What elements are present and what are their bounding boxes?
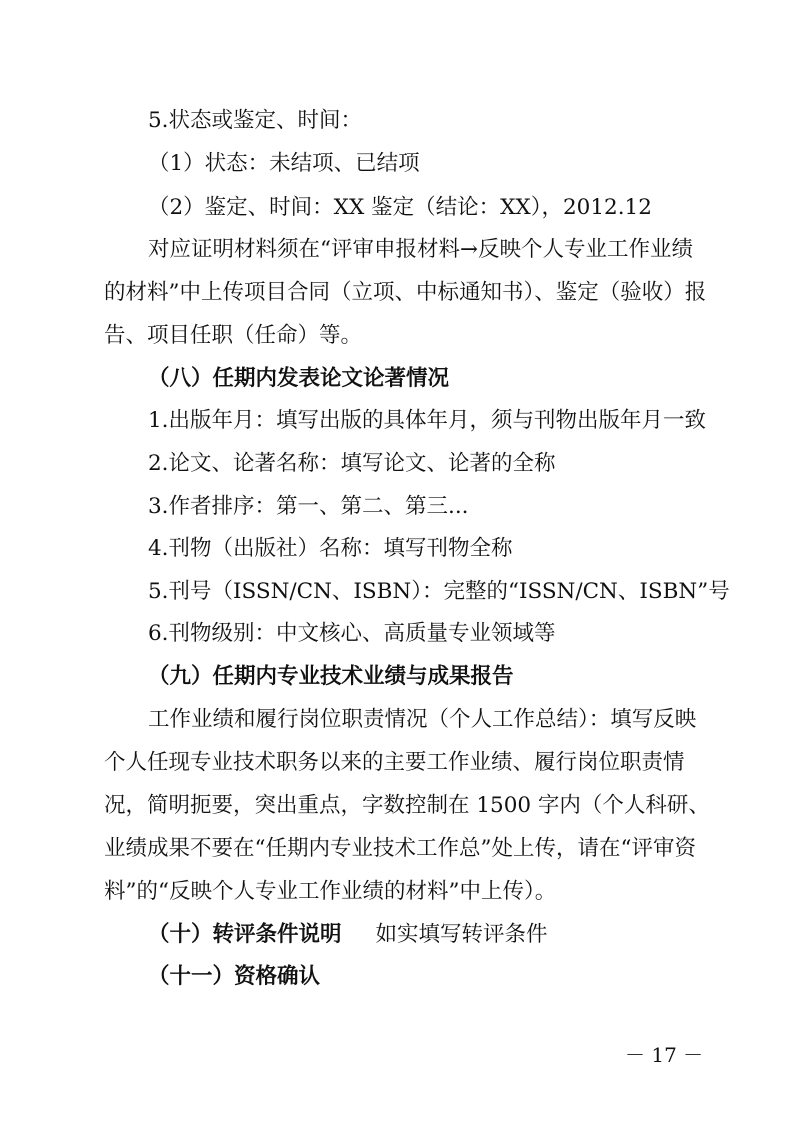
section-5-title: 5.状态或鉴定、时间：	[148, 108, 363, 133]
section-8-item: 6.刊物级别：中文核心、高质量专业领域等	[148, 621, 556, 646]
section-5-paragraph-line: 告、项目任职（任命）等。	[104, 323, 363, 348]
section-8-item: 2.论文、论著名称：填写论文、论著的全称	[148, 451, 556, 476]
section-9-paragraph-line: 况，简明扼要，突出重点，字数控制在 1500 字内（个人科研、	[104, 793, 710, 818]
section-5-paragraph-line: 对应证明材料须在“评审申报材料→反映个人专业工作业绩	[148, 237, 694, 262]
section-5-item-1: （1）状态：未结项、已结项	[148, 151, 420, 176]
heading-section-9: （九）任期内专业技术业绩与成果报告	[148, 664, 514, 689]
section-8-item: 3.作者排序：第一、第二、第三...	[148, 494, 469, 519]
section-9-paragraph-line: 料”的“反映个人专业工作业绩的材料”中上传）。	[104, 879, 557, 904]
section-9-paragraph-line: 业绩成果不要在“任期内专业技术工作总”处上传，请在“评审资	[104, 836, 696, 861]
page-number: － 17 －	[625, 1043, 704, 1067]
heading-section-10: （十）转评条件说明	[148, 922, 342, 947]
section-9-paragraph-line: 工作业绩和履行岗位职责情况（个人工作总结）：填写反映	[148, 707, 697, 732]
section-5-paragraph-line: 的材料”中上传项目合同（立项、中标通知书）、鉴定（验收）报	[104, 280, 707, 305]
section-8-item: 1.出版年月：填写出版的具体年月，须与刊物出版年月一致	[148, 408, 707, 433]
section-10-line	[148, 920, 793, 950]
heading-section-11: （十一）资格确认	[148, 964, 321, 989]
section-5-item-2: （2）鉴定、时间：XX 鉴定（结论：XX），2012.12	[148, 195, 652, 220]
section-8-item: 4.刊物（出版社）名称：填写刊物全称	[148, 536, 513, 561]
heading-section-8: （八）任期内发表论文论著情况	[148, 366, 450, 391]
section-8-item: 5.刊号（ISSN/CN、ISBN）：完整的“ISSN/CN、ISBN”号	[148, 579, 730, 604]
section-10-text: 如实填写转评条件	[375, 922, 548, 947]
section-9-paragraph-line: 个人任现专业技术职务以来的主要工作业绩、履行岗位职责情	[104, 750, 685, 775]
